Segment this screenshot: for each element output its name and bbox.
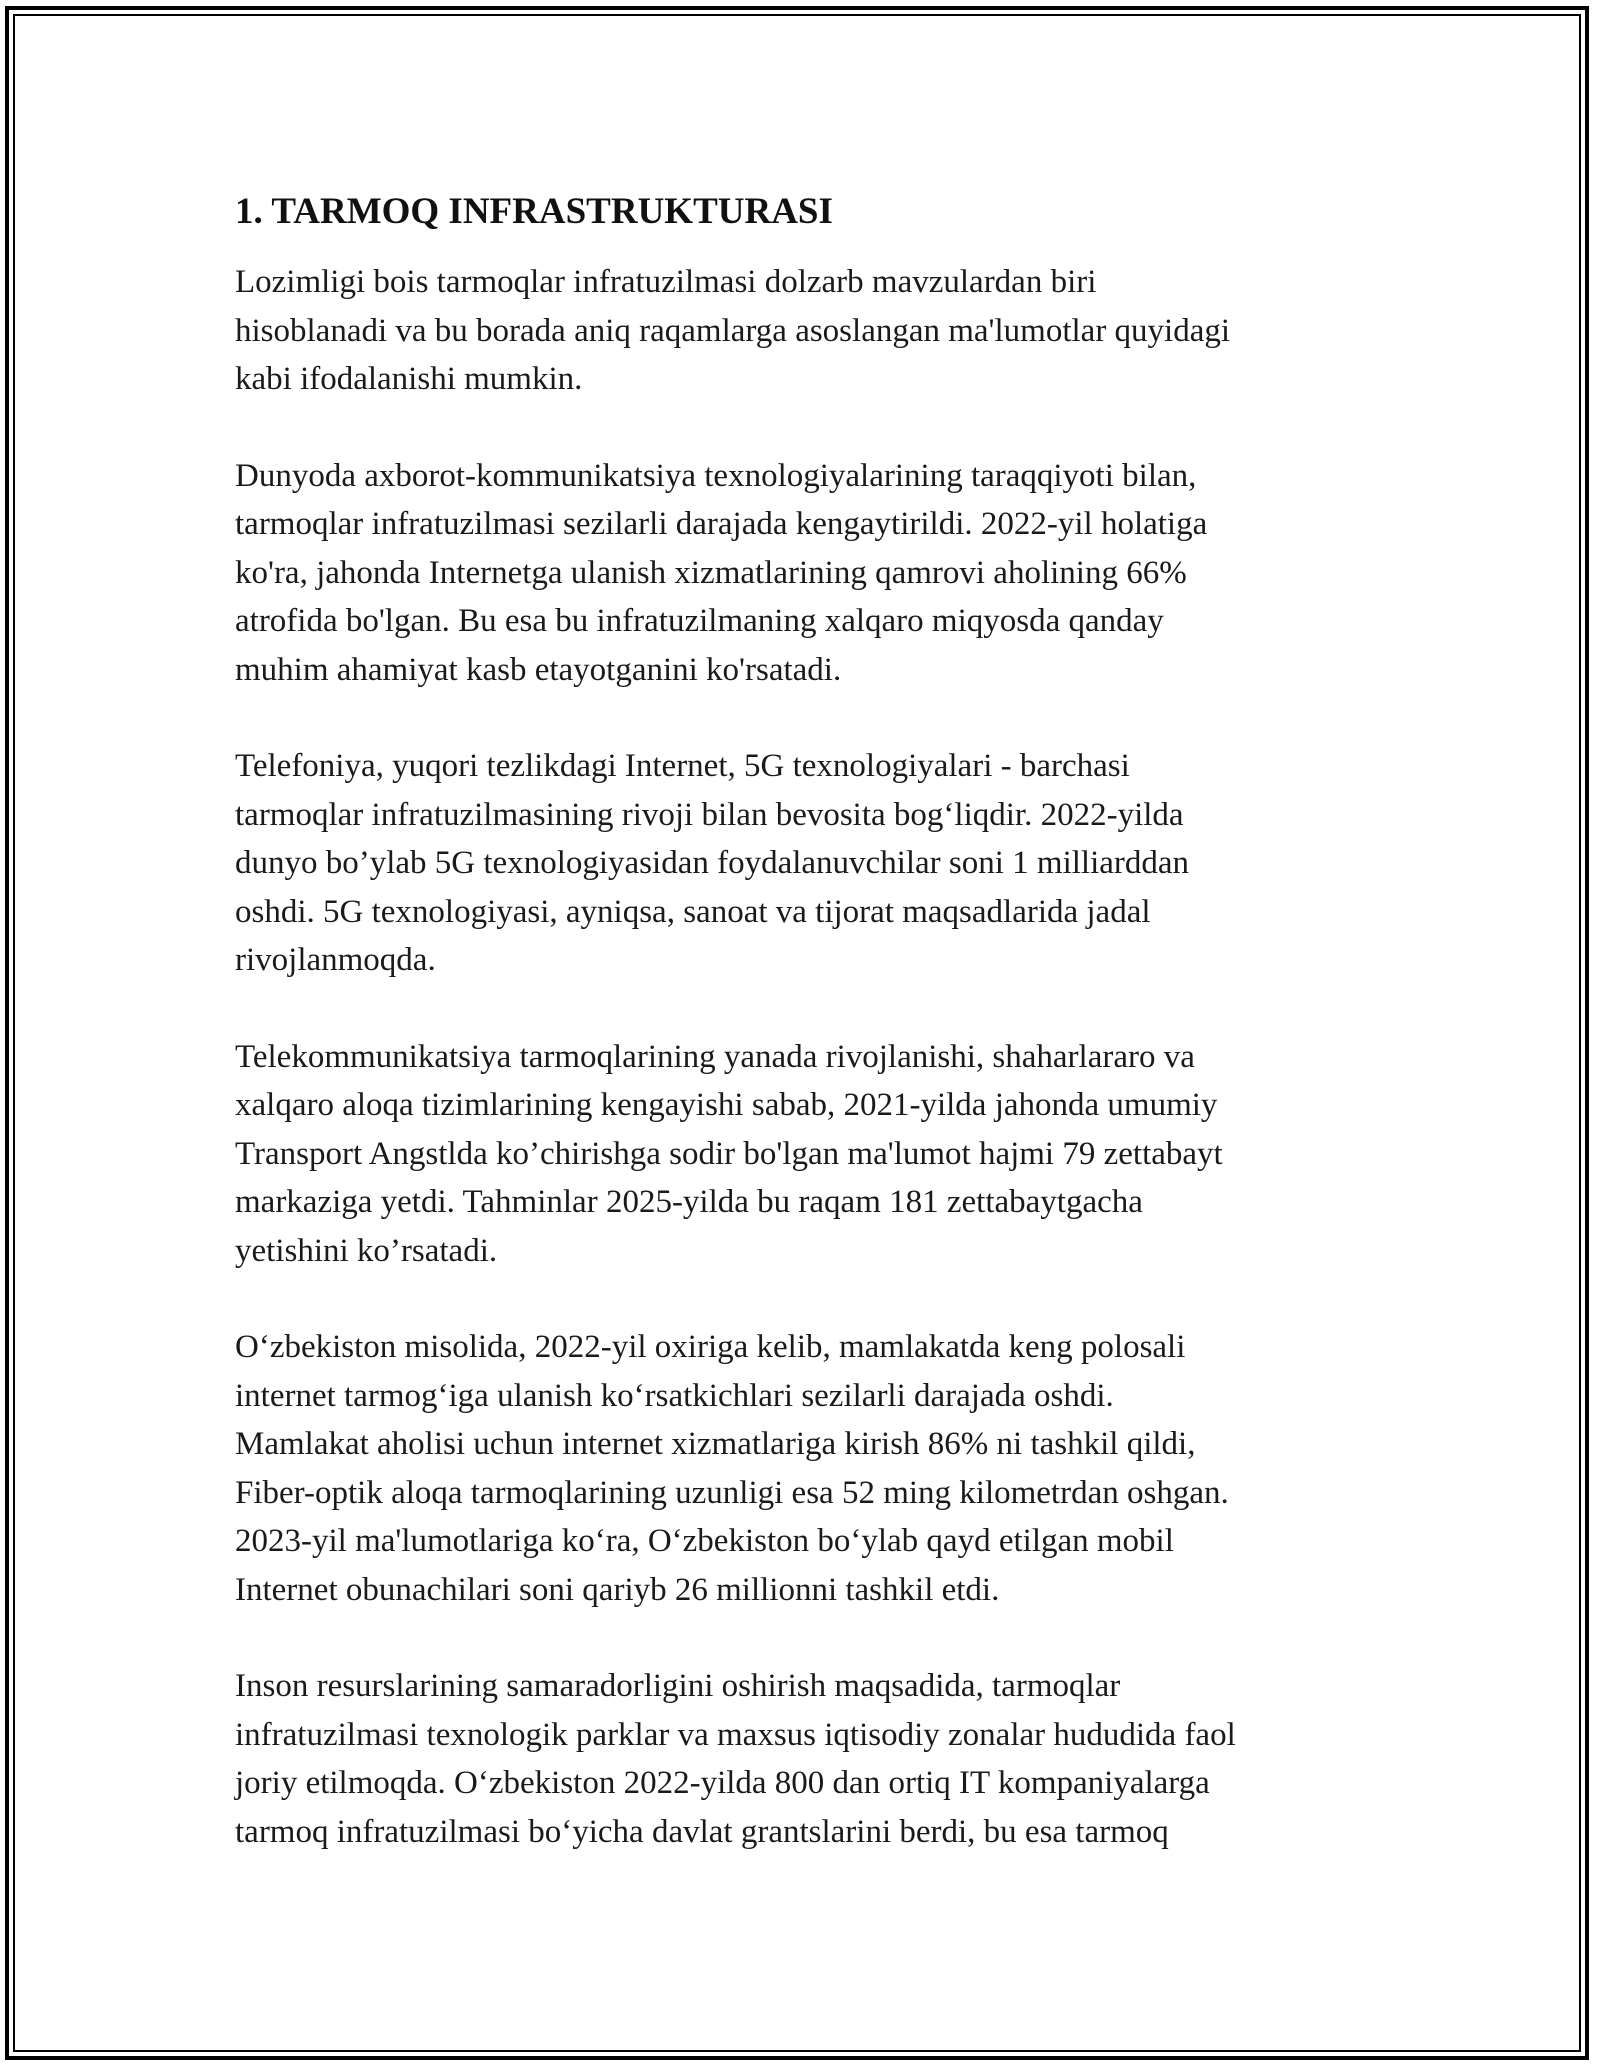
text-line: atrofida bo'lgan. Bu esa bu infratuzilmaning xalqaro miqyosda qanday: [235, 603, 1164, 639]
paragraph-5g: [235, 742, 1365, 985]
document-body: [235, 188, 1365, 1904]
paragraph-human-resources: [235, 1662, 1365, 1856]
text-line: oshdi. 5G texnologiyasi, ayniqsa, sanoat va tijorat maqsadlarida jadal: [235, 893, 1151, 930]
paragraph-global-internet: [235, 452, 1365, 695]
text-line: Inson resurslarining samaradorligini oshirish maqsadida, tarmoqlar: [235, 1668, 1121, 1704]
text-line: Mamlakat aholisi uchun internet xizmatlariga kirish 86% ni tashkil qildi,: [235, 1426, 1196, 1462]
section-heading: 1. TARMOQ INFRASTRUKTURASI: [235, 191, 833, 232]
text-line: Transport Angstlda ko’chirishga sodir bo'lgan ma'lumot hajmi 79 zettabayt: [235, 1135, 1223, 1172]
text-line: internet tarmog‘iga ulanish ko‘rsatkichlari sezilarli darajada oshdi.: [235, 1377, 1114, 1414]
text-line: markaziga yetdi. Tahminlar 2025-yilda bu raqam 181 zettabaytgacha: [235, 1184, 1143, 1220]
paragraph-telecom-data-volume: [235, 1033, 1365, 1276]
text-line: O‘zbekiston misolida, 2022-yil oxiriga kelib, mamlakatda keng polosali: [235, 1329, 1186, 1365]
text-line: Telefoniya, yuqori tezlikdagi Internet, 5G texnologiyalari - barchasi: [235, 748, 1130, 784]
text-line: joriy etilmoqda. O‘zbekiston 2022-yilda 800 dan ortiq IT kompaniyalarga: [235, 1765, 1210, 1801]
text-line: Lozimligi bois tarmoqlar infratuzilmasi dolzarb mavzulardan biri: [235, 264, 1097, 300]
text-line: xalqaro aloqa tizimlarining kengayishi sabab, 2021-yilda jahonda umumiy: [235, 1087, 1218, 1123]
text-line: yetishini ko’rsatadi.: [235, 1232, 498, 1269]
text-line: 2023-yil ma'lumotlariga ko‘ra, O‘zbekiston bo‘ylab qayd etilgan mobil: [235, 1523, 1174, 1559]
text-line: kabi ifodalanishi mumkin.: [235, 361, 583, 397]
paragraph-intro: [235, 258, 1365, 404]
text-line: tarmoqlar infratuzilmasi sezilarli darajada kengaytirildi. 2022-yil holatiga: [235, 506, 1208, 542]
text-line: muhim ahamiyat kasb etayotganini ko'rsatadi.: [235, 651, 842, 688]
text-line: Internet obunachilari soni qariyb 26 millionni tashkil etdi.: [235, 1571, 1000, 1608]
text-line: infratuzilmasi texnologik parklar va maxsus iqtisodiy zonalar hududida faol: [235, 1716, 1236, 1753]
text-line: Dunyoda axborot-kommunikatsiya texnologiyalarining taraqqiyoti bilan,: [235, 457, 1197, 494]
text-line: tarmoqlar infratuzilmasining rivoji bilan bevosita bog‘liqdir. 2022-yilda: [235, 796, 1184, 833]
text-line: ko'ra, jahonda Internetga ulanish xizmatlarining qamrovi aholining 66%: [235, 554, 1187, 591]
text-line: Telekommunikatsiya tarmoqlarining yanada rivojlanishi, shaharlararo va: [235, 1038, 1195, 1075]
paragraph-uzbekistan-broadband: [235, 1323, 1365, 1614]
text-line: tarmoq infratuzilmasi bo‘yicha davlat grantslarini berdi, bu esa tarmoq: [235, 1813, 1169, 1850]
text-line: Fiber-optik aloqa tarmoqlarining uzunligi esa 52 ming kilometrdan oshgan.: [235, 1474, 1229, 1511]
text-line: dunyo bo’ylab 5G texnologiyasidan foydalanuvchilar soni 1 milliarddan: [235, 845, 1190, 881]
text-line: rivojlanmoqda.: [235, 942, 436, 978]
text-line: hisoblanadi va bu borada aniq raqamlarga asoslangan ma'lumotlar quyidagi: [235, 312, 1231, 349]
